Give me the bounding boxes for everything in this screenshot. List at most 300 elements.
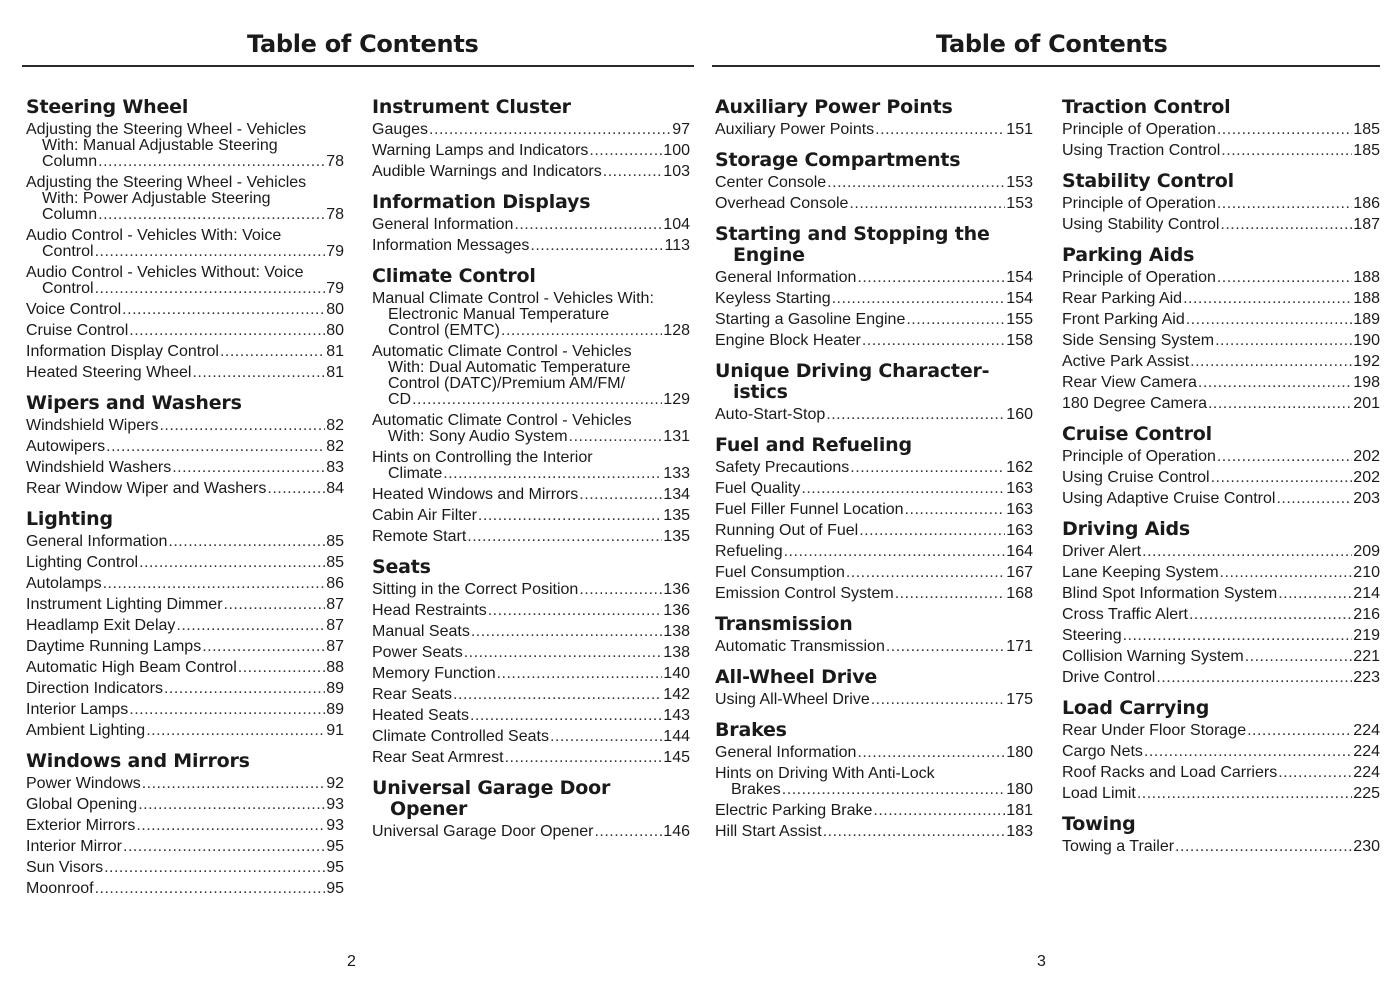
page-ref: 80 xyxy=(326,301,344,318)
dot-leader xyxy=(846,565,1005,581)
toc-entry[interactable]: Electric Parking Brake ..... 181 xyxy=(715,803,1033,819)
toc-entry[interactable]: Using All-Wheel Drive ..... 175 xyxy=(715,692,1033,708)
page-ref: 87 xyxy=(326,638,344,655)
toc-entry[interactable]: General Information ..... 104 xyxy=(372,217,690,233)
page-ref: 155 xyxy=(1006,311,1033,328)
page-ref: 180 xyxy=(1006,781,1033,798)
page-ref: 144 xyxy=(663,728,690,745)
page-ref: 113 xyxy=(664,237,690,254)
dot-leader xyxy=(471,624,662,640)
section-heading: Auxiliary Power Points xyxy=(715,96,953,118)
dot-leader xyxy=(579,582,662,598)
page-ref: 104 xyxy=(663,216,690,233)
page-ref: 80 xyxy=(326,322,344,339)
toc-entry[interactable]: Autowipers ..... 82 xyxy=(26,439,344,455)
toc-entry[interactable]: Using Stability Control ..... 187 xyxy=(1062,217,1380,233)
section-heading: Starting and Stopping the Engine xyxy=(715,223,990,266)
toc-entry[interactable]: 180 Degree Camera ..... 201 xyxy=(1062,396,1380,412)
page-ref: 190 xyxy=(1353,332,1380,349)
page-ref: 163 xyxy=(1006,480,1033,497)
dot-leader xyxy=(514,217,662,233)
toc-entry[interactable]: Automatic Climate Control - Vehicles With: Sony Audio System ..... 131 xyxy=(372,413,690,445)
toc-entry[interactable]: Rear Seats ..... 142 xyxy=(372,687,690,703)
dot-leader xyxy=(192,365,325,381)
dot-leader xyxy=(589,143,662,159)
toc-entry[interactable]: Global Opening ..... 93 xyxy=(26,797,344,813)
toc-entry[interactable]: Fuel Quality ..... 163 xyxy=(715,481,1033,497)
page-title: Table of Contents xyxy=(247,30,479,58)
page-ref: 203 xyxy=(1353,490,1380,507)
toc-entry[interactable]: Side Sensing System ..... 190 xyxy=(1062,333,1380,349)
page-ref: 185 xyxy=(1353,121,1380,138)
dot-leader xyxy=(579,487,662,503)
page-ref: 151 xyxy=(1006,121,1033,138)
page-ref: 89 xyxy=(326,680,344,697)
toc-entry[interactable]: Sitting in the Correct Position ..... 136 xyxy=(372,582,690,598)
toc-entry[interactable]: Drive Control ..... 223 xyxy=(1062,670,1380,686)
page-ref: 145 xyxy=(663,749,690,766)
dot-leader xyxy=(453,687,662,703)
toc-entry[interactable]: Power Windows ..... 92 xyxy=(26,776,344,792)
toc-entry[interactable]: Adjusting the Steering Wheel - Vehicles With: Manual Adjustable Steering Column ..... 78 xyxy=(26,122,344,170)
page-ref: 83 xyxy=(326,459,344,476)
toc-entry[interactable]: Refueling ..... 164 xyxy=(715,544,1033,560)
dot-leader xyxy=(129,323,325,339)
toc-section xyxy=(1062,519,1380,686)
dot-leader xyxy=(1215,333,1352,349)
dot-leader xyxy=(1144,744,1352,760)
page-ref: 192 xyxy=(1353,353,1380,370)
toc-entry[interactable]: Cross Traffic Alert ..... 216 xyxy=(1062,607,1380,623)
toc-entry[interactable]: Blind Spot Information System ..... 214 xyxy=(1062,586,1380,602)
dot-leader xyxy=(1247,723,1352,739)
page-ref: 87 xyxy=(326,596,344,613)
section-heading: Brakes xyxy=(715,719,787,741)
dot-leader xyxy=(478,508,662,524)
dot-leader xyxy=(530,238,663,254)
dot-leader xyxy=(832,291,1006,307)
dot-leader xyxy=(467,529,662,545)
toc-entry[interactable]: Overhead Console ..... 153 xyxy=(715,196,1033,212)
page-ref: 87 xyxy=(326,617,344,634)
dot-leader xyxy=(1245,649,1353,665)
toc-entry[interactable]: Hints on Controlling the Interior Climate ..... 133 xyxy=(372,450,690,482)
page-ref: 162 xyxy=(1006,459,1033,476)
dot-leader xyxy=(850,460,1005,476)
dot-leader xyxy=(123,839,325,855)
page-ref: 186 xyxy=(1353,195,1380,212)
dot-leader xyxy=(138,797,325,813)
dot-leader xyxy=(176,618,325,634)
page-ref: 100 xyxy=(663,142,690,159)
toc-entry[interactable]: Principle of Operation ..... 186 xyxy=(1062,196,1380,212)
page-ref: 181 xyxy=(1006,802,1033,819)
page-ref: 131 xyxy=(663,428,690,445)
section-heading: Climate Control xyxy=(372,265,536,287)
dot-leader xyxy=(412,392,662,408)
dot-leader xyxy=(429,122,671,138)
page-ref: 140 xyxy=(663,665,690,682)
dot-leader xyxy=(826,407,1005,423)
toc-column xyxy=(715,97,1033,852)
dot-leader xyxy=(104,860,325,876)
toc-entry[interactable]: Auto-Start-Stop ..... 160 xyxy=(715,407,1033,423)
toc-entry[interactable]: Autolamps ..... 86 xyxy=(26,576,344,592)
dot-leader xyxy=(464,645,663,661)
dot-leader xyxy=(603,164,663,180)
toc-section xyxy=(372,192,690,254)
page-number: 2 xyxy=(347,953,356,970)
toc-entry[interactable]: General Information ..... 85 xyxy=(26,534,344,550)
toc-entry[interactable]: Safety Precautions ..... 162 xyxy=(715,460,1033,476)
page-ref: 97 xyxy=(672,121,690,138)
section-heading: Seats xyxy=(372,556,431,578)
page-ref: 78 xyxy=(326,206,344,223)
toc-entry[interactable]: Information Display Control ..... 81 xyxy=(26,344,344,360)
page-ref: 85 xyxy=(326,533,344,550)
section-heading: All-Wheel Drive xyxy=(715,666,878,688)
toc-entry[interactable]: Interior Mirror ..... 95 xyxy=(26,839,344,855)
page-ref: 219 xyxy=(1353,627,1380,644)
dot-leader xyxy=(906,312,1005,328)
toc-section xyxy=(715,361,1033,423)
page-ref: 189 xyxy=(1353,311,1380,328)
toc-section xyxy=(26,751,344,897)
section-heading: Transmission xyxy=(715,613,853,635)
page-ref: 188 xyxy=(1353,269,1380,286)
dot-leader xyxy=(827,175,1005,191)
page-ref: 209 xyxy=(1353,543,1380,560)
page-ref: 81 xyxy=(326,343,344,360)
page-ref: 95 xyxy=(326,859,344,876)
page-ref: 95 xyxy=(326,838,344,855)
dot-leader xyxy=(497,666,663,682)
dot-leader xyxy=(168,534,325,550)
toc-entry[interactable]: Moonroof ..... 95 xyxy=(26,881,344,897)
page-ref: 153 xyxy=(1006,195,1033,212)
toc-entry[interactable]: Engine Block Heater ..... 158 xyxy=(715,333,1033,349)
toc-section xyxy=(715,150,1033,212)
dot-leader xyxy=(782,782,1006,798)
page-ref: 91 xyxy=(326,722,344,739)
toc-entry[interactable]: Power Seats ..... 138 xyxy=(372,645,690,661)
toc-entry[interactable]: Using Adaptive Cruise Control ..... 203 xyxy=(1062,491,1380,507)
toc-section xyxy=(372,97,690,180)
toc-entry[interactable]: Hill Start Assist ..... 183 xyxy=(715,824,1033,840)
dot-leader xyxy=(95,244,326,260)
page-ref: 202 xyxy=(1353,469,1380,486)
dot-leader xyxy=(1208,396,1352,412)
page-ref: 154 xyxy=(1006,269,1033,286)
page-ref: 84 xyxy=(326,480,344,497)
page-ref: 82 xyxy=(326,438,344,455)
section-heading: Instrument Cluster xyxy=(372,96,571,118)
toc-entry[interactable]: Windshield Washers ..... 83 xyxy=(26,460,344,476)
page-ref: 180 xyxy=(1006,744,1033,761)
section-heading: Load Carrying xyxy=(1062,697,1210,719)
toc-entry[interactable]: Adjusting the Steering Wheel - Vehicles With: Power Adjustable Steering Column ..... 78 xyxy=(26,175,344,223)
toc-entry[interactable]: Rear Seat Armrest ..... 145 xyxy=(372,750,690,766)
page-ref: 164 xyxy=(1006,543,1033,560)
page-title: Table of Contents xyxy=(936,30,1168,58)
toc-section xyxy=(372,557,690,766)
section-heading: Fuel and Refueling xyxy=(715,434,912,456)
toc-entry[interactable]: Towing a Trailer ..... 230 xyxy=(1062,839,1380,855)
toc-entry[interactable]: Ambient Lighting ..... 91 xyxy=(26,723,344,739)
toc-entry[interactable]: General Information ..... 180 xyxy=(715,745,1033,761)
section-heading: Traction Control xyxy=(1062,96,1231,118)
toc-entry[interactable]: Sun Visors ..... 95 xyxy=(26,860,344,876)
page-ref: 138 xyxy=(663,644,690,661)
page-ref: 134 xyxy=(663,486,690,503)
toc-entry[interactable]: Principle of Operation ..... 188 xyxy=(1062,270,1380,286)
page-ref: 81 xyxy=(326,364,344,381)
toc-entry[interactable]: Using Traction Control ..... 185 xyxy=(1062,143,1380,159)
toc-section xyxy=(372,778,690,840)
section-heading: Cruise Control xyxy=(1062,423,1212,445)
toc-entry[interactable]: Roof Racks and Load Carriers ..... 224 xyxy=(1062,765,1380,781)
dot-leader xyxy=(886,639,1005,655)
dot-leader xyxy=(1175,839,1352,855)
toc-entry[interactable]: General Information ..... 154 xyxy=(715,270,1033,286)
toc-entry[interactable]: Automatic High Beam Control ..... 88 xyxy=(26,660,344,676)
section-heading: Driving Aids xyxy=(1062,518,1191,540)
toc-entry[interactable]: Fuel Filler Funnel Location ..... 163 xyxy=(715,502,1033,518)
toc-entry[interactable]: Heated Steering Wheel ..... 81 xyxy=(26,365,344,381)
toc-entry[interactable]: Head Restraints ..... 136 xyxy=(372,603,690,619)
toc-entry[interactable]: Keyless Starting ..... 154 xyxy=(715,291,1033,307)
toc-entry[interactable]: Windshield Wipers ..... 82 xyxy=(26,418,344,434)
section-heading: Towing xyxy=(1062,813,1136,835)
toc-entry[interactable]: Cabin Air Filter ..... 135 xyxy=(372,508,690,524)
section-heading: Universal Garage Door Opener xyxy=(372,777,611,820)
toc-entry[interactable]: Principle of Operation ..... 185 xyxy=(1062,122,1380,138)
toc-entry[interactable]: Audible Warnings and Indicators ..... 103 xyxy=(372,164,690,180)
dot-leader xyxy=(142,776,326,792)
page-ref: 201 xyxy=(1353,395,1380,412)
dot-leader xyxy=(95,281,326,297)
toc-entry[interactable]: Climate Controlled Seats ..... 144 xyxy=(372,729,690,745)
page-ref: 225 xyxy=(1353,785,1380,802)
divider xyxy=(22,65,694,67)
page-ref: 167 xyxy=(1006,564,1033,581)
dot-leader xyxy=(905,502,1006,518)
page-ref: 185 xyxy=(1353,142,1380,159)
toc-entry[interactable]: Heated Seats ..... 143 xyxy=(372,708,690,724)
toc-entry[interactable]: Instrument Lighting Dimmer ..... 87 xyxy=(26,597,344,613)
toc-entry[interactable]: Starting a Gasoline Engine ..... 155 xyxy=(715,312,1033,328)
page-ref: 85 xyxy=(326,554,344,571)
toc-entry[interactable]: Running Out of Fuel ..... 163 xyxy=(715,523,1033,539)
dot-leader xyxy=(1220,565,1353,581)
page-ref: 93 xyxy=(326,817,344,834)
dot-leader xyxy=(1183,291,1352,307)
dot-leader xyxy=(873,803,1005,819)
page-ref: 86 xyxy=(326,575,344,592)
toc-entry[interactable]: Remote Start ..... 135 xyxy=(372,529,690,545)
dot-leader xyxy=(1221,143,1352,159)
page-ref: 163 xyxy=(1006,501,1033,518)
dot-leader xyxy=(224,597,326,613)
dot-leader xyxy=(122,302,325,318)
toc-entry[interactable]: Memory Function ..... 140 xyxy=(372,666,690,682)
dot-leader xyxy=(488,603,663,619)
toc-entry[interactable]: Manual Climate Control - Vehicles With: Electronic Manual Temperature Control (EMTC) ..... 128 xyxy=(372,291,690,339)
section-heading: Unique Driving Character- istics xyxy=(715,360,990,403)
page-ref: 79 xyxy=(326,280,344,297)
page-ref: 224 xyxy=(1353,743,1380,760)
toc-entry[interactable]: Principle of Operation ..... 202 xyxy=(1062,449,1380,465)
toc-entry[interactable]: Voice Control ..... 80 xyxy=(26,302,344,318)
toc-entry[interactable]: Rear Parking Aid ..... 188 xyxy=(1062,291,1380,307)
dot-leader xyxy=(875,122,1005,138)
dot-leader xyxy=(857,270,1005,286)
dot-leader xyxy=(1142,544,1352,560)
toc-entry[interactable]: Automatic Climate Control - Vehicles With: Dual Automatic Temperature Control (DATC)/Premium AM/FM/ CD ..... 129 xyxy=(372,344,690,408)
dot-leader xyxy=(106,439,325,455)
dot-leader xyxy=(823,824,1006,840)
toc-section xyxy=(1062,814,1380,855)
page-ref: 202 xyxy=(1353,448,1380,465)
page-ref: 143 xyxy=(663,707,690,724)
toc-entry[interactable]: Universal Garage Door Opener ..... 146 xyxy=(372,824,690,840)
toc-entry[interactable]: Lane Keeping System ..... 210 xyxy=(1062,565,1380,581)
dot-leader xyxy=(1276,491,1352,507)
page-ref: 216 xyxy=(1353,606,1380,623)
page-ref: 136 xyxy=(663,581,690,598)
toc-entry[interactable]: Audio Control - Vehicles Without: Voice Control ..... 79 xyxy=(26,265,344,297)
toc-section xyxy=(715,614,1033,655)
page-ref: 183 xyxy=(1006,823,1033,840)
page-ref: 224 xyxy=(1353,722,1380,739)
page-ref: 214 xyxy=(1353,585,1380,602)
dot-leader xyxy=(1278,586,1352,602)
toc-entry[interactable]: Steering ..... 219 xyxy=(1062,628,1380,644)
page-ref: 163 xyxy=(1006,522,1033,539)
toc-entry[interactable]: Exterior Mirrors ..... 93 xyxy=(26,818,344,834)
page-ref: 78 xyxy=(326,153,344,170)
page-ref: 142 xyxy=(663,686,690,703)
toc-entry[interactable]: Emission Control System ..... 168 xyxy=(715,586,1033,602)
toc-entry[interactable]: Collision Warning System ..... 221 xyxy=(1062,649,1380,665)
toc-entry[interactable]: Active Park Assist ..... 192 xyxy=(1062,354,1380,370)
toc-column xyxy=(372,97,690,852)
page-ref: 79 xyxy=(326,243,344,260)
toc-section xyxy=(1062,171,1380,233)
toc-entry[interactable]: Center Console ..... 153 xyxy=(715,175,1033,191)
dot-leader xyxy=(267,481,325,497)
page-ref: 187 xyxy=(1353,216,1380,233)
toc-entry[interactable]: Fuel Consumption ..... 167 xyxy=(715,565,1033,581)
dot-leader xyxy=(895,586,1006,602)
toc-entry[interactable]: Cruise Control ..... 80 xyxy=(26,323,344,339)
dot-leader xyxy=(220,344,325,360)
dot-leader xyxy=(202,639,325,655)
dot-leader xyxy=(871,692,1006,708)
dot-leader xyxy=(238,660,325,676)
dot-leader xyxy=(1189,607,1352,623)
dot-leader xyxy=(139,555,325,571)
page-ref: 89 xyxy=(326,701,344,718)
dot-leader xyxy=(550,729,662,745)
dot-leader xyxy=(1211,470,1353,486)
toc-entry[interactable]: Direction Indicators ..... 89 xyxy=(26,681,344,697)
page-ref: 135 xyxy=(663,528,690,545)
dot-leader xyxy=(857,745,1005,761)
toc-entry[interactable]: Hints on Driving With Anti-Lock Brakes ..... 180 xyxy=(715,766,1033,798)
dot-leader xyxy=(1137,786,1352,802)
dot-leader xyxy=(784,544,1006,560)
toc-section xyxy=(715,720,1033,840)
toc-entry[interactable]: Rear View Camera ..... 198 xyxy=(1062,375,1380,391)
page-ref: 188 xyxy=(1353,290,1380,307)
toc-entry[interactable]: Rear Under Floor Storage ..... 224 xyxy=(1062,723,1380,739)
toc-column xyxy=(26,97,344,909)
dot-leader xyxy=(164,681,325,697)
toc-entry[interactable]: Daytime Running Lamps ..... 87 xyxy=(26,639,344,655)
toc-section xyxy=(715,224,1033,349)
toc-entry[interactable]: Gauges ..... 97 xyxy=(372,122,690,138)
page-ref: 168 xyxy=(1006,585,1033,602)
dot-leader xyxy=(98,207,325,223)
page-ref: 133 xyxy=(663,465,690,482)
dot-leader xyxy=(129,702,325,718)
toc-entry[interactable]: Load Limit ..... 225 xyxy=(1062,786,1380,802)
toc-entry[interactable]: Using Cruise Control ..... 202 xyxy=(1062,470,1380,486)
dot-leader xyxy=(1123,628,1353,644)
toc-section xyxy=(26,393,344,497)
toc-entry[interactable]: Automatic Transmission ..... 171 xyxy=(715,639,1033,655)
section-heading: Wipers and Washers xyxy=(26,392,242,414)
dot-leader xyxy=(1186,312,1353,328)
toc-entry[interactable]: Rear Window Wiper and Washers ..... 84 xyxy=(26,481,344,497)
toc-entry[interactable]: Information Messages ..... 113 xyxy=(372,238,690,254)
page-ref: 175 xyxy=(1006,691,1033,708)
toc-entry[interactable]: Interior Lamps ..... 89 xyxy=(26,702,344,718)
dot-leader xyxy=(862,333,1005,349)
toc-section xyxy=(26,509,344,739)
toc-entry[interactable]: Auxiliary Power Points ..... 151 xyxy=(715,122,1033,138)
toc-entry[interactable]: Warning Lamps and Indicators ..... 100 xyxy=(372,143,690,159)
dot-leader xyxy=(136,818,325,834)
toc-section xyxy=(715,97,1033,138)
toc-entry[interactable]: Lighting Control ..... 85 xyxy=(26,555,344,571)
dot-leader xyxy=(1217,122,1352,138)
toc-entry[interactable]: Heated Windows and Mirrors ..... 134 xyxy=(372,487,690,503)
toc-entry[interactable]: Headlamp Exit Delay ..... 87 xyxy=(26,618,344,634)
page-ref: 138 xyxy=(663,623,690,640)
dot-leader xyxy=(594,824,662,840)
toc-column xyxy=(1062,97,1380,867)
section-heading: Parking Aids xyxy=(1062,244,1195,266)
dot-leader xyxy=(470,708,662,724)
dot-leader xyxy=(1220,217,1352,233)
page-ref: 221 xyxy=(1353,648,1380,665)
dot-leader xyxy=(1217,270,1352,286)
toc-entry[interactable]: Driver Alert ..... 209 xyxy=(1062,544,1380,560)
dot-leader xyxy=(569,429,663,445)
page-ref: 160 xyxy=(1006,406,1033,423)
toc-entry[interactable]: Front Parking Aid ..... 189 xyxy=(1062,312,1380,328)
toc-entry[interactable]: Manual Seats ..... 138 xyxy=(372,624,690,640)
toc-section xyxy=(372,266,690,545)
toc-entry[interactable]: Cargo Nets ..... 224 xyxy=(1062,744,1380,760)
toc-entry[interactable]: Audio Control - Vehicles With: Voice Control ..... 79 xyxy=(26,228,344,260)
page-ref: 92 xyxy=(326,775,344,792)
dot-leader xyxy=(1217,449,1352,465)
page-ref: 171 xyxy=(1006,638,1033,655)
page-ref: 230 xyxy=(1353,838,1380,855)
